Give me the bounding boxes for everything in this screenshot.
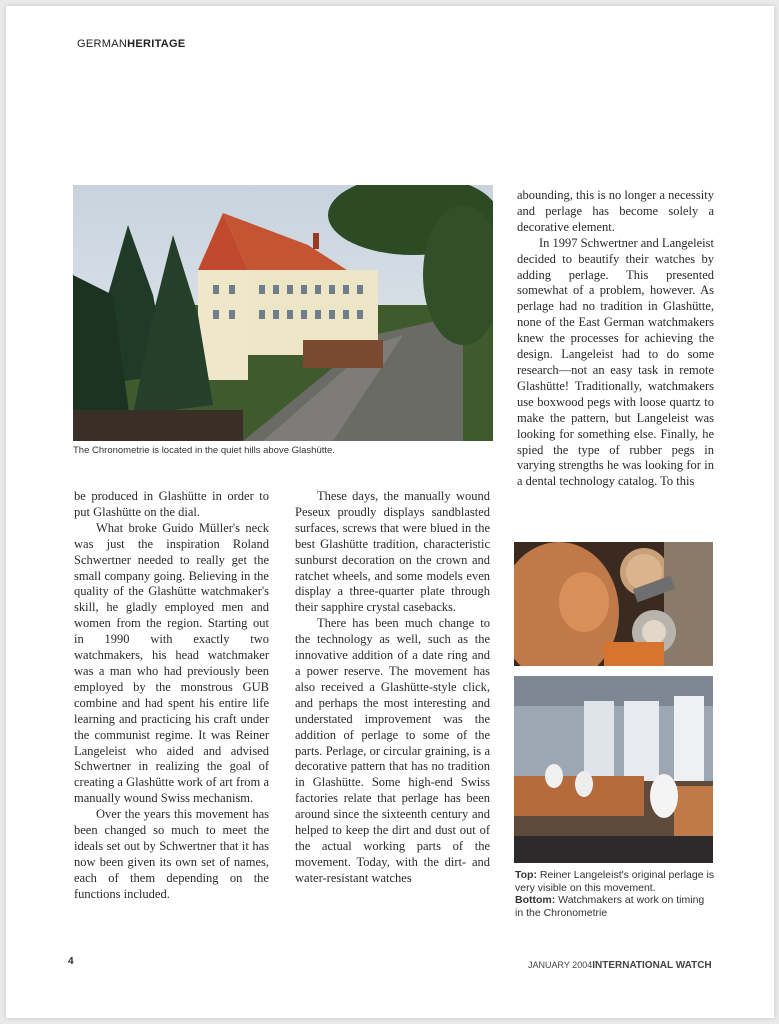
section-header-bold: HERITAGE: [127, 38, 186, 50]
section-header-light: GERMAN: [77, 38, 128, 50]
photo-caption: The Chronometrie is located in the quiet hills above Glashütte.: [73, 445, 335, 456]
paragraph: Over the years this movement has been changed so much to meet the ideals set out by Schwertner that it has now been given its own set of names, each of them depending on the functions included.: [74, 807, 269, 901]
paragraph: There has been much change to the technology as well, such as the innovative addition of a date ring and a power reserve. The movement has also received a Glashütte-style click, and perhaps the most interesting and understated improvement was the addition of perlage to some of the parts. Perlage, or circular graining, is a decorative pattern that has no tradition in Glashütte. Some high-end Swiss factories relate that perlage has been around since the sixteenth century and helped to keep the dirt and dust out of the actual working parts of the movement. Today, with the dirt- and water-resistant watches: [295, 616, 490, 885]
section-header: [77, 38, 186, 50]
article-column-1: [74, 489, 269, 903]
building-photo: [73, 185, 493, 441]
caption-top-label: Top:: [515, 869, 537, 881]
article-column-2: [295, 489, 490, 887]
side-photo-caption: [515, 869, 715, 919]
paragraph: be produced in Glashütte in order to put Glashütte on the dial.: [74, 489, 269, 519]
paragraph: In 1997 Schwertner and Langeleist decided to beautify their watches by adding perlage. This presented somewhat of a problem, however. As perlage had no tradition in Glashütte, none of the East German watchmakers knew the processes for achieving the design. Langeleist had to do some research—not an easy task in remote Glashütte! Traditionally, watchmakers use boxwood pegs with loose quartz to make the pattern, but Langeleist was looking for something else. Finally, he spied the type of rubber pegs in varying strengths he was looking for in a dental technology catalog. To this: [517, 235, 714, 489]
caption-top-text: Reiner Langeleist's original perlage is very visible on this movement.: [515, 869, 715, 894]
footer-magazine: INTERNATIONAL WATCH: [592, 960, 712, 971]
footer-line: [528, 960, 712, 971]
workshop-photo: [514, 676, 713, 863]
page-number: 4: [68, 956, 74, 967]
caption-bottom-label: Bottom:: [515, 894, 556, 906]
perlage-photo: [514, 542, 713, 666]
caption-bottom-text: Watchmakers at work on timing in the Chronometrie: [515, 894, 705, 919]
paragraph: abounding, this is no longer a necessity and perlage has become solely a decorative element.: [517, 188, 714, 234]
paragraph: These days, the manually wound Peseux proudly displays sandblasted surfaces, screws that were blued in the best Glashütte tradition, characteristic sunburst decoration on the crown and ratchet wheels, and some models even display a three-quarter plate through their sapphire crystal casebacks.: [295, 489, 490, 615]
paragraph: What broke Guido Müller's neck was just the inspiration Roland Schwertner needed to really get the small company going. Believing in the quality of the Glashütte watchmaker's skill, he gladly employed men and women from the region. Starting out in 1990 with exactly two watchmakers, his head watchmaker was a man who had previously been employed by the monstrous GUB combine and had spent his entire life learning and practicing his craft under the communist regime. It was Reiner Langeleist who aided and advised Schwertner in realizing the goal of creating a Glashütte work of art from a manually wound Swiss mechanism.: [74, 520, 269, 806]
article-column-3: [517, 188, 714, 490]
footer-date: JANUARY 2004: [528, 960, 593, 970]
